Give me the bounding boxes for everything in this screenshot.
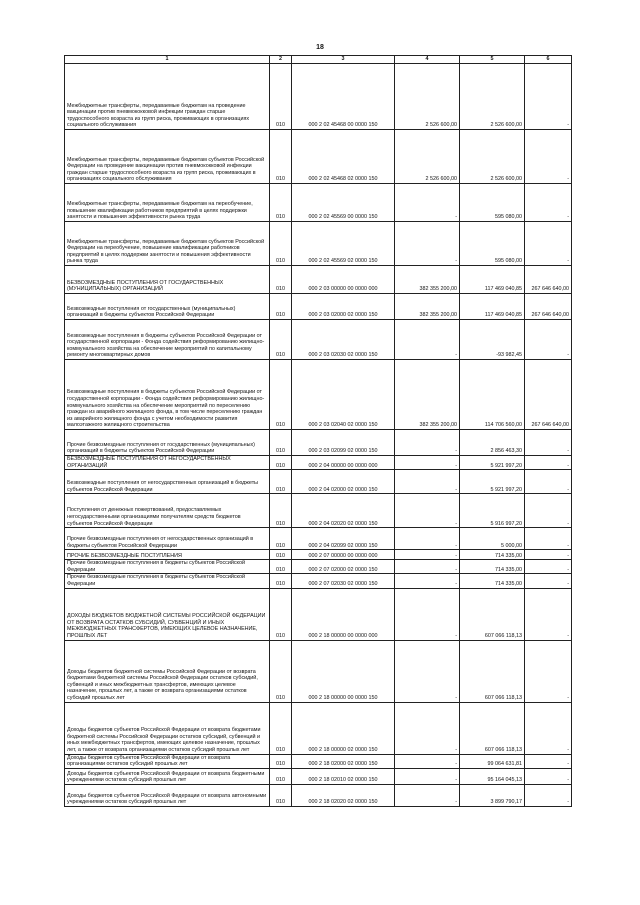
table-row — [65, 456, 572, 470]
table-row — [65, 494, 572, 528]
row-name: БЕЗВОЗМЕЗДНЫЕ ПОСТУПЛЕНИЯ ОТ ГОСУДАРСТВЕННЫХ (МУНИЦИПАЛЬНЫХ) ОРГАНИЗАЦИЙ — [65, 266, 270, 294]
row-line-code: 010 — [270, 754, 292, 768]
row-line-code: 010 — [270, 470, 292, 494]
row-budget-code: 000 2 02 45569 02 0000 150 — [292, 222, 395, 266]
row-value-executed: 2 526 600,00 — [460, 130, 525, 184]
table-row — [65, 184, 572, 222]
row-line-code: 010 — [270, 588, 292, 640]
row-budget-code: 000 2 04 00000 00 0000 000 — [292, 456, 395, 470]
column-header: 2 — [270, 56, 292, 64]
table-row — [65, 130, 572, 184]
row-budget-code: 000 2 18 02010 02 0000 150 — [292, 768, 395, 784]
row-budget-code: 000 2 07 02030 02 0000 150 — [292, 574, 395, 588]
row-value-executed: 117 469 040,85 — [460, 266, 525, 294]
table-row — [65, 320, 572, 360]
table-row — [65, 754, 572, 768]
header-row — [65, 56, 572, 64]
row-budget-code: 000 2 04 02000 02 0000 150 — [292, 470, 395, 494]
row-line-code: 010 — [270, 360, 292, 430]
row-value-approved: - — [395, 528, 460, 550]
table-row — [65, 64, 572, 130]
row-value-remaining: - — [525, 640, 572, 702]
row-value-remaining: - — [525, 222, 572, 266]
row-value-executed: 117 469 040,85 — [460, 294, 525, 320]
table-row — [65, 640, 572, 702]
row-value-executed: 3 899 790,17 — [460, 784, 525, 806]
row-value-approved: - — [395, 456, 460, 470]
row-name: Безвозмездные поступления от государственных (муниципальных) организаций в бюджеты субъектов Российской Федерации — [65, 294, 270, 320]
row-value-approved: - — [395, 184, 460, 222]
row-value-executed: 5 916 997,20 — [460, 494, 525, 528]
row-value-executed: 114 706 560,00 — [460, 360, 525, 430]
row-name: Прочие безвозмездные поступления в бюджеты субъектов Российской Федерации — [65, 574, 270, 588]
table-row — [65, 470, 572, 494]
row-budget-code: 000 2 18 00000 00 0000 150 — [292, 640, 395, 702]
row-value-remaining: - — [525, 184, 572, 222]
row-value-executed: 2 856 463,30 — [460, 430, 525, 456]
row-line-code: 010 — [270, 130, 292, 184]
table-row — [65, 702, 572, 754]
row-budget-code: 000 2 04 02099 02 0000 150 — [292, 528, 395, 550]
row-budget-code: 000 2 03 00000 00 0000 000 — [292, 266, 395, 294]
row-name: Межбюджетные трансферты, передаваемые бюджетам субъектов Российской Федерации на проведение вакцинации против пневмококковой инфекции граждан старше трудоспособного возраста из групп риска, проживающих в организациях социального обслуживания — [65, 130, 270, 184]
row-value-remaining: - — [525, 588, 572, 640]
row-line-code: 010 — [270, 784, 292, 806]
row-value-approved: 2 526 600,00 — [395, 64, 460, 130]
row-line-code: 010 — [270, 266, 292, 294]
row-value-executed: 714 335,00 — [460, 560, 525, 574]
row-line-code: 010 — [270, 528, 292, 550]
row-value-remaining: - — [525, 528, 572, 550]
row-value-remaining: - — [525, 754, 572, 768]
table-row — [65, 560, 572, 574]
row-value-executed: 99 064 631,81 — [460, 754, 525, 768]
column-header: 4 — [395, 56, 460, 64]
column-header: 5 — [460, 56, 525, 64]
row-name: ДОХОДЫ БЮДЖЕТОВ БЮДЖЕТНОЙ СИСТЕМЫ РОССИЙСКОЙ ФЕДЕРАЦИИ ОТ ВОЗВРАТА ОСТАТКОВ СУБСИДИЙ, СУБВЕНЦИЙ И ИНЫХ МЕЖБЮДЖЕТНЫХ ТРАНСФЕРТОВ, ИМЕЮЩИХ ЦЕЛЕВОЕ НАЗНАЧЕНИЕ, ПРОШЛЫХ ЛЕТ — [65, 588, 270, 640]
row-line-code: 010 — [270, 320, 292, 360]
row-value-remaining: 267 646 640,00 — [525, 294, 572, 320]
row-budget-code: 000 2 03 02040 02 0000 150 — [292, 360, 395, 430]
row-name: Доходы бюджетов субъектов Российской Федерации от возврата автономными учреждениями остатков субсидий прошлых лет — [65, 784, 270, 806]
column-header: 3 — [292, 56, 395, 64]
row-budget-code: 000 2 07 02000 02 0000 150 — [292, 560, 395, 574]
row-line-code: 010 — [270, 640, 292, 702]
row-value-approved: - — [395, 784, 460, 806]
row-value-remaining: - — [525, 550, 572, 560]
row-name: Безвозмездные поступления от негосударственных организаций в бюджеты субъектов Российской Федерации — [65, 470, 270, 494]
row-value-approved: - — [395, 768, 460, 784]
row-line-code: 010 — [270, 702, 292, 754]
row-name: Межбюджетные трансферты, передаваемые бюджетам на проведение вакцинации против пневмококковой инфекции граждан старше трудоспособного возраста из групп риска, проживающих в организациях социального обслуживания — [65, 64, 270, 130]
row-budget-code: 000 2 03 02099 02 0000 150 — [292, 430, 395, 456]
column-header: 6 — [525, 56, 572, 64]
row-budget-code: 000 2 03 02000 02 0000 150 — [292, 294, 395, 320]
table-row — [65, 550, 572, 560]
row-value-executed: 714 335,00 — [460, 574, 525, 588]
row-value-remaining: - — [525, 456, 572, 470]
row-value-approved: - — [395, 640, 460, 702]
row-value-approved: - — [395, 320, 460, 360]
row-value-remaining: - — [525, 768, 572, 784]
row-line-code: 010 — [270, 768, 292, 784]
row-value-remaining: - — [525, 494, 572, 528]
row-value-executed: 2 526 600,00 — [460, 64, 525, 130]
row-value-approved: - — [395, 470, 460, 494]
row-value-approved: - — [395, 702, 460, 754]
row-line-code: 010 — [270, 294, 292, 320]
row-value-executed: 595 080,00 — [460, 222, 525, 266]
row-budget-code: 000 2 03 02030 02 0000 150 — [292, 320, 395, 360]
row-line-code: 010 — [270, 64, 292, 130]
row-name: Межбюджетные трансферты, передаваемые бюджетам на переобучение, повышение квалификации работников предприятий в целях поддержки занятости и повышения эффективности рынка труда — [65, 184, 270, 222]
row-name: ПРОЧИЕ БЕЗВОЗМЕЗДНЫЕ ПОСТУПЛЕНИЯ — [65, 550, 270, 560]
row-value-approved: - — [395, 430, 460, 456]
row-budget-code: 000 2 02 45468 02 0000 150 — [292, 130, 395, 184]
table-row — [65, 588, 572, 640]
row-value-executed: 607 066 118,13 — [460, 588, 525, 640]
row-line-code: 010 — [270, 494, 292, 528]
table-row — [65, 784, 572, 806]
row-value-approved: 382 355 200,00 — [395, 360, 460, 430]
row-value-executed: -93 982,45 — [460, 320, 525, 360]
row-line-code: 010 — [270, 184, 292, 222]
row-name: Доходы бюджетов субъектов Российской Федерации от возврата бюджетами бюджетной системы Российской Федерации остатков субсидий, субвенций и иных межбюджетных трансфертов, имеющих целевое назначение, прошлых лет, а также от возврата организациями остатков субсидий прошлых лет — [65, 702, 270, 754]
report-table — [64, 55, 572, 807]
row-name: Межбюджетные трансферты, передаваемые бюджетам субъектов Российской Федерации на переобучение, повышение квалификации работников предприятий в целях поддержки занятости и повышения эффективности рынка труда — [65, 222, 270, 266]
row-budget-code: 000 2 18 02000 02 0000 150 — [292, 754, 395, 768]
row-value-approved: - — [395, 222, 460, 266]
row-value-remaining: - — [525, 430, 572, 456]
row-name: Доходы бюджетов субъектов Российской Федерации от возврата организациями остатков субсидий прошлых лет — [65, 754, 270, 768]
row-value-approved: - — [395, 588, 460, 640]
row-line-code: 010 — [270, 222, 292, 266]
row-value-remaining: - — [525, 560, 572, 574]
row-name: Доходы бюджетов бюджетной системы Российской Федерации от возврата бюджетами бюджетной системы Российской Федерации остатков субсидий, субвенций и иных межбюджетных трансфертов, имеющих целевое назначение, прошлых лет, а также от возврата организациями остатков субсидий прошлых лет — [65, 640, 270, 702]
row-budget-code: 000 2 18 02020 02 0000 150 — [292, 784, 395, 806]
row-value-executed: 5 921 997,20 — [460, 470, 525, 494]
row-line-code: 010 — [270, 456, 292, 470]
table-row — [65, 574, 572, 588]
row-value-approved: 382 355 200,00 — [395, 266, 460, 294]
row-value-remaining: - — [525, 702, 572, 754]
row-value-executed: 607 066 118,13 — [460, 702, 525, 754]
row-value-remaining: - — [525, 574, 572, 588]
row-value-approved: 2 526 600,00 — [395, 130, 460, 184]
row-value-approved: 382 355 200,00 — [395, 294, 460, 320]
table-row — [65, 430, 572, 456]
row-value-approved: - — [395, 550, 460, 560]
row-value-approved: - — [395, 754, 460, 768]
row-value-approved: - — [395, 560, 460, 574]
row-name: БЕЗВОЗМЕЗДНЫЕ ПОСТУПЛЕНИЯ ОТ НЕГОСУДАРСТВЕННЫХ ОРГАНИЗАЦИЙ — [65, 456, 270, 470]
row-value-remaining: - — [525, 64, 572, 130]
column-header: 1 — [65, 56, 270, 64]
row-budget-code: 000 2 02 45569 00 0000 150 — [292, 184, 395, 222]
row-value-remaining: - — [525, 470, 572, 494]
table-row — [65, 266, 572, 294]
row-budget-code: 000 2 02 45468 00 0000 150 — [292, 64, 395, 130]
row-name: Прочие безвозмездные поступления в бюджеты субъектов Российской Федерации — [65, 560, 270, 574]
row-value-remaining: - — [525, 784, 572, 806]
row-value-executed: 5 000,00 — [460, 528, 525, 550]
row-budget-code: 000 2 07 00000 00 0000 000 — [292, 550, 395, 560]
table-row — [65, 294, 572, 320]
table-row — [65, 768, 572, 784]
row-value-executed: 595 080,00 — [460, 184, 525, 222]
row-value-remaining: 267 646 640,00 — [525, 266, 572, 294]
row-name: Безвозмездные поступления в бюджеты субъектов Российской Федерации от государственной корпорации - Фонда содействия реформированию жилищно-коммунального хозяйства на обеспечение мероприятий по переселению граждан из аварийного жилищного фонда, в том числе переселению граждан из аварийного жилищного фонда с учетом необходимости развития малоэтажного жилищного строительства — [65, 360, 270, 430]
row-line-code: 010 — [270, 430, 292, 456]
table-row — [65, 360, 572, 430]
row-line-code: 010 — [270, 574, 292, 588]
row-value-remaining: - — [525, 130, 572, 184]
row-name: Доходы бюджетов субъектов Российской Федерации от возврата бюджетными учреждениями остатков субсидий прошлых лет — [65, 768, 270, 784]
row-value-remaining: - — [525, 320, 572, 360]
row-value-executed: 95 164 045,13 — [460, 768, 525, 784]
row-budget-code: 000 2 18 00000 00 0000 000 — [292, 588, 395, 640]
row-value-remaining: 267 646 640,00 — [525, 360, 572, 430]
row-value-approved: - — [395, 574, 460, 588]
row-value-executed: 714 335,00 — [460, 550, 525, 560]
row-line-code: 010 — [270, 560, 292, 574]
row-name: Прочие безвозмездные поступления от негосударственных организаций в бюджеты субъектов Российской Федерации — [65, 528, 270, 550]
page-number: 18 — [316, 44, 324, 51]
row-budget-code: 000 2 18 00000 02 0000 150 — [292, 702, 395, 754]
row-value-approved: - — [395, 494, 460, 528]
row-budget-code: 000 2 04 02020 02 0000 150 — [292, 494, 395, 528]
row-value-executed: 607 066 118,13 — [460, 640, 525, 702]
row-name: Поступления от денежных пожертвований, предоставляемых негосударственными организациями получателям средств бюджетов субъектов Российской Федерации — [65, 494, 270, 528]
table-row — [65, 222, 572, 266]
row-value-executed: 5 921 997,20 — [460, 456, 525, 470]
row-name: Безвозмездные поступления в бюджеты субъектов Российской Федерации от государственной корпорации - Фонда содействия реформированию жилищно-коммунального хозяйства на обеспечение мероприятий по капитальному ремонту многоквартирных домов — [65, 320, 270, 360]
row-name: Прочие безвозмездные поступления от государственных (муниципальных) организаций в бюджеты субъектов Российской Федерации — [65, 430, 270, 456]
row-line-code: 010 — [270, 550, 292, 560]
table-row — [65, 528, 572, 550]
